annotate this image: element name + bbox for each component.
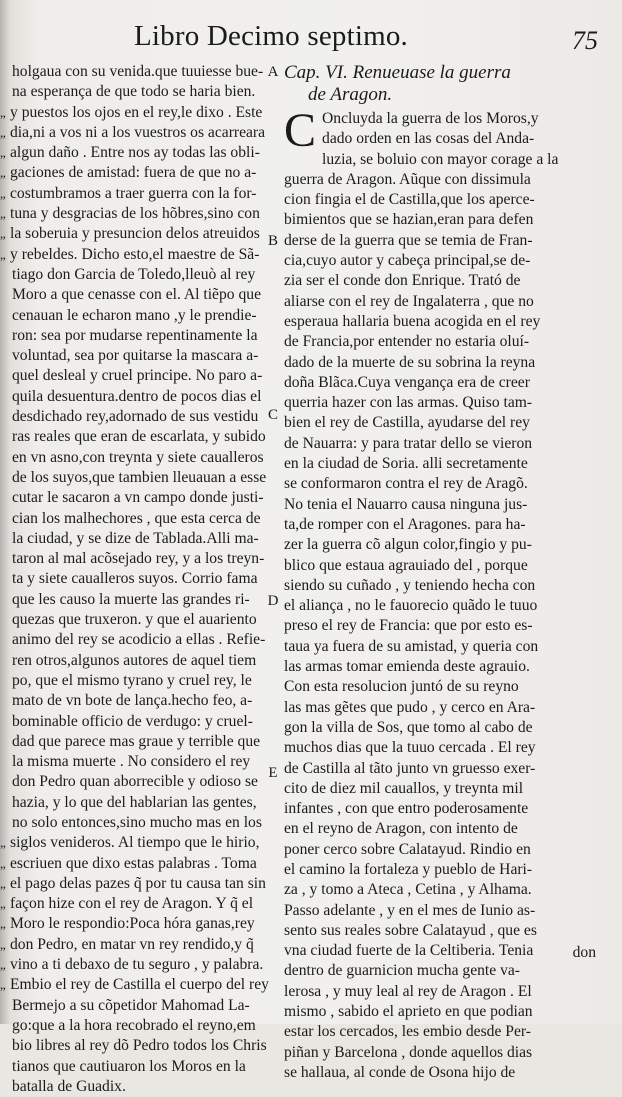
text-line: de los suyos,que tambien lleuauan a esse xyxy=(12,468,267,486)
text-line: esperaua hallaria buena acogida en el rey xyxy=(284,312,541,330)
text-line: po, que el mismo tyrano y cruel rey, le xyxy=(12,671,252,689)
margin-marker: B xyxy=(267,233,278,249)
text-line: go:que a la hora recobrado el reyno,em xyxy=(12,1016,256,1034)
text-line: gon la villa de Sos, que tomo al cabo de xyxy=(284,718,533,736)
catchword: don xyxy=(572,944,596,961)
text-line: vna ciudad fuerte de la Celtiberia. Tenia xyxy=(284,942,534,960)
text-line: don Pedro quan aborrecible y odioso se xyxy=(12,773,258,791)
text-line: „ gaciones de amistad: fuera de que no a- xyxy=(12,163,264,183)
text-line: de Francia,por entender no estaria oluí- xyxy=(284,333,530,351)
text-line: en vn asno,con treynta y siete caualleros xyxy=(12,448,264,466)
text-line: mato de vn bote de lança.hecho feo, a- xyxy=(12,692,253,710)
text-line: „ escriuen que dixo estas palabras . Toma xyxy=(12,854,264,874)
chapter-heading xyxy=(284,62,546,106)
running-title: Libro Decimo septimo. xyxy=(134,20,409,52)
text-line: No tenia el Nauarro causa ninguna jus- xyxy=(284,495,528,513)
text-line: „ siglos venideros. Al tiempo que le hirio, xyxy=(12,833,264,853)
text-line: muchos dias que la tuuo cercada . El rey xyxy=(284,739,536,757)
text-line: ta y siete caualleros suyos. Corrio fama xyxy=(12,570,258,588)
text-line: voluntad, sea por quitarse la mascara a- xyxy=(12,347,259,365)
text-line: aliarse con el rey de Ingalaterra , que no xyxy=(284,292,534,310)
text-line: bio libres al rey dõ Pedro todos los Chris xyxy=(12,1037,267,1055)
right-column-body xyxy=(284,104,559,1083)
text-line: za , y tomo a Ateca , Cetina , y Alhama. xyxy=(284,881,532,899)
text-line: guerra de Aragon. Aũque con dissimula xyxy=(284,170,531,188)
text-line: dado orden en las cosas del Anda- xyxy=(322,130,535,148)
text-line: cenauan le echaron mano ,y le prendie- xyxy=(12,306,257,324)
text-line: las armas tomar emienda deste agrauio. xyxy=(284,658,530,676)
text-line: en el reyno de Aragon, con intento de xyxy=(284,820,518,838)
text-line: „ el pago delas pazes q̃ por tu causa tan sin xyxy=(12,874,264,894)
text-line: que les causo la muerte las grandes ri- xyxy=(12,590,250,608)
text-line: ron: sea por mudarse repentinamente la xyxy=(12,326,258,344)
text-line: derse de la guerra que se temia de Fran- xyxy=(284,231,533,249)
text-line: „ Moro le respondio:Poca hóra ganas,rey xyxy=(12,914,264,934)
text-line: zer la guerra cõ algun color,fingio y pu- xyxy=(284,536,532,554)
text-line: na esperança de que todo se haria bien. xyxy=(12,83,256,101)
text-line: cutar le sacaron a vn campo donde justi- xyxy=(12,489,264,507)
text-line: quel desleal y cruel principe. No paro a- xyxy=(12,367,263,385)
text-line: taua ya fuera de su amistad, y queria con xyxy=(284,637,539,655)
text-line: bominable officio de verdugo: y cruel- xyxy=(12,712,253,730)
text-line: la misma muerte . No considero el rey xyxy=(12,753,251,771)
text-line: dad que parece mas graue y terrible que xyxy=(12,732,261,750)
text-line: dentro de guarnicion mucha gente va- xyxy=(284,962,520,980)
text-line: „ tuna y desgracias de los hõbres,sino con xyxy=(12,204,264,224)
text-line: lerosa , y muy leal al rey de Aragon . El xyxy=(284,982,532,1000)
left-column xyxy=(10,62,269,1097)
text-line: „ vino a ti debaxo de tu seguro , y palabra. xyxy=(12,955,264,975)
text-line: „ façon hize con el rey de Aragon. Y q̃ el xyxy=(12,894,264,914)
text-line: Passo adelante , y en el mes de Iunio as- xyxy=(284,901,536,919)
text-line: la ciudad, y se dize de Tablada.Alli ma- xyxy=(12,529,259,547)
text-line: batalla de Guadix. xyxy=(12,1077,126,1095)
margin-marker: D xyxy=(267,593,279,609)
chapter-heading-line-1: Cap. VI. Renueuase la guerra xyxy=(284,62,511,83)
text-line: siendo su cuñado , y teniendo hecha con xyxy=(284,576,536,594)
text-line: de Nauarra: y para tratar dello se vieron xyxy=(284,434,533,452)
text-line: doña Blãca.Cuya vengança era de creer xyxy=(284,373,530,391)
text-line: quezas que truxeron. y que el auariento xyxy=(12,611,257,629)
text-line: hazia, y lo que del hablarian las gentes, xyxy=(12,793,257,811)
text-line: „ Embio el rey de Castilla el cuerpo del rey xyxy=(12,975,264,995)
text-line: blico que estaua agrauiado del , porque xyxy=(284,556,528,574)
text-line: el aliança , no le fauorecio quãdo le tuuo xyxy=(284,597,538,615)
text-line: ta,de romper con el Aragones. para ha- xyxy=(284,515,526,533)
text-line: „ costumbramos a traer guerra con la for- xyxy=(12,184,264,204)
text-line: dado de la muerte de su sobrina la reyna xyxy=(284,353,536,371)
right-column xyxy=(284,62,559,1083)
margin-marker: A xyxy=(267,64,279,80)
text-line: se conformaron contra el rey de Aragõ. xyxy=(284,475,528,493)
text-line: Moro a que cenasse con el. Al tiẽpo que xyxy=(12,286,261,304)
text-line: bien el rey de Castilla, ayudarse del rey xyxy=(284,414,530,432)
text-line: luzia, se boluio con mayor corage a la xyxy=(322,150,559,168)
text-line: ren otros,algunos autores de aquel tiem xyxy=(12,651,257,669)
text-line: taron al mal acõsejado rey, y a los treyn- xyxy=(12,550,265,568)
text-line: se hallaua, al conde de Osona hijo de xyxy=(284,1063,516,1081)
text-line: animo del rey se acodicio a ellas . Refie- xyxy=(12,631,266,649)
text-line: quila desuentura.dentro de pocos dias el xyxy=(12,387,262,405)
text-line: poner cerco sobre Calatayud. Rindio en xyxy=(284,840,531,858)
text-line: cia,cuyo autor y cabeça principal,se de- xyxy=(284,252,531,270)
text-line: „ y rebeldes. Dicho esto,el maestre de Sã- xyxy=(12,245,264,265)
text-line: Oncluyda la guerra de los Moros,y xyxy=(322,110,539,127)
text-line: ras reales que eran de escarlata, y subido xyxy=(12,428,266,446)
text-line: las mas gẽtes que pudo , y cerco en Ara- xyxy=(284,698,536,716)
drop-cap: C xyxy=(284,104,317,157)
chapter-heading-line-2: de Aragon. xyxy=(308,84,393,105)
text-line: de Castilla al tãto junto vn gruesso exer- xyxy=(284,759,536,777)
text-line: tianos que cautiuaron los Moros en la xyxy=(12,1057,246,1075)
text-line: „ la soberuia y presuncion delos atreuidos xyxy=(12,224,264,244)
text-line: no solo entonces,sino mucho mas en los xyxy=(12,813,262,831)
text-line: tiago don Garcia de Toledo,lleuò al rey xyxy=(12,265,256,283)
text-line: „ don Pedro, en matar vn rey rendido,y q̃ xyxy=(12,935,264,955)
text-line: querria hazer con las armas. Quiso tam- xyxy=(284,394,533,412)
text-line: preso el rey de Francia: que por esto es- xyxy=(284,617,533,635)
text-line: en la ciudad de Soria. alli secretamente xyxy=(284,455,528,473)
text-line: estar los cercados, les embio desde Per- xyxy=(284,1023,531,1041)
text-line: cito de diez mil cauallos, y treynta mil xyxy=(284,779,524,797)
text-line: „ algun daño . Entre nos ay todas las obli- xyxy=(12,143,264,163)
text-line: holgaua con su venida.que tuuiesse bue- xyxy=(12,63,264,80)
text-line: mismo , sabido el aprieto en que podian xyxy=(284,1003,533,1021)
margin-marker: E xyxy=(268,765,278,781)
text-line: Con esta resolucion juntó de su reyno xyxy=(284,678,519,696)
text-line: el camino la fortaleza y pueblo de Hari- xyxy=(284,860,533,878)
text-line: infantes , con que entro poderosamente xyxy=(284,800,529,818)
folio-number: 75 xyxy=(572,26,598,55)
text-line: Bermejo a su cõpetidor Mahomad La- xyxy=(12,996,250,1014)
page-header xyxy=(0,16,622,60)
text-line: zia ser el conde don Enrique. Trató de xyxy=(284,272,521,290)
text-line: cion fingia el de Castilla,que los aperce- xyxy=(284,191,535,209)
margin-marker: C xyxy=(267,407,278,423)
text-line: piñan y Barcelona , donde aquellos dias xyxy=(284,1043,533,1061)
text-line: „ y puestos los ojos en el rey,le dixo . Este xyxy=(12,103,264,123)
text-line: sento sus reales sobre Calatayud , que es xyxy=(284,921,537,939)
text-line: bimientos que se hazian,eran para defen xyxy=(284,211,534,229)
text-line: „ dia,ni a vos ni a los vuestros os acarreara xyxy=(12,123,264,143)
text-line: cian los malhechores , que esta cerca de xyxy=(12,509,261,527)
text-line: desdichado rey,adornado de sus vestidu xyxy=(12,408,259,426)
